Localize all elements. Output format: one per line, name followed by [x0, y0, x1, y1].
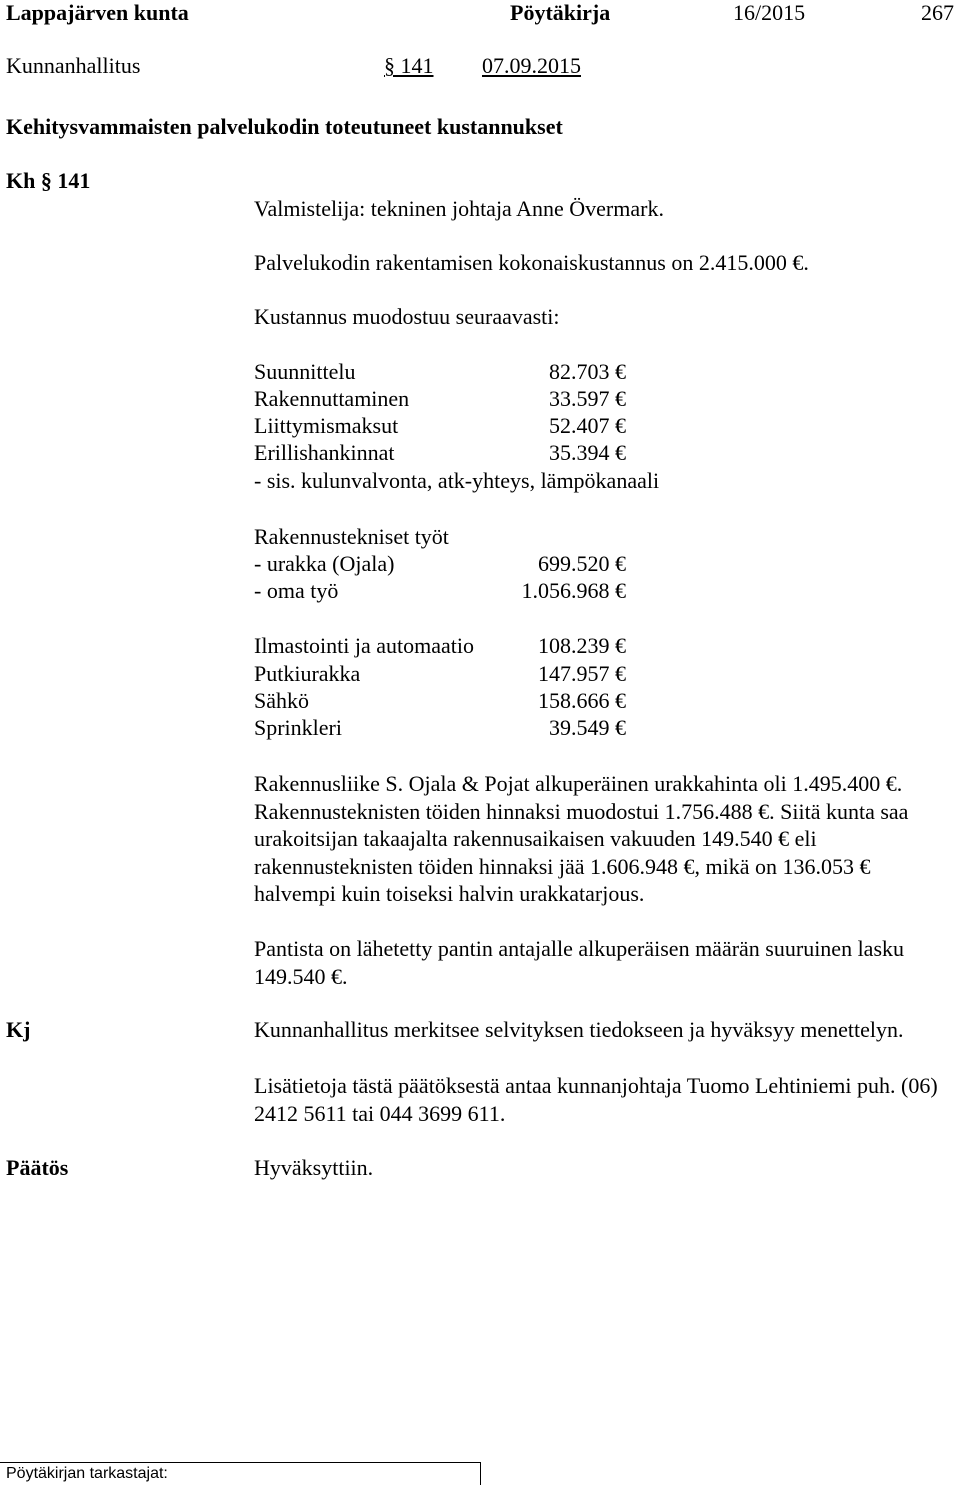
cost-amount: 1.056.968 €	[521, 578, 626, 603]
cost-group-title: Rakennustekniset työt	[254, 524, 449, 549]
cost-label: Erillishankinnat	[254, 440, 395, 465]
cost-label: Sprinkleri	[254, 715, 342, 740]
municipality-name: Lappajärven kunta	[6, 0, 189, 25]
document-type: Pöytäkirja	[510, 0, 611, 25]
cost-label: Rakennuttaminen	[254, 386, 410, 411]
cost-amount: 35.394 €	[549, 440, 626, 465]
cost-amount: 52.407 €	[549, 413, 626, 438]
section-number: § 141	[384, 53, 434, 78]
cost-amount: 158.666 €	[538, 688, 626, 713]
meeting-date: 07.09.2015	[482, 53, 581, 78]
cost-label: Liittymismaksut	[254, 413, 399, 438]
cost-amount: 147.957 €	[538, 661, 626, 686]
cost-note: - sis. kulunvalvonta, atk-yhteys, lämpökanaali	[254, 468, 660, 493]
cost-amount: 699.520 €	[538, 551, 626, 576]
cost-label: Putkiurakka	[254, 661, 361, 686]
pledge-paragraph: Pantista on lähetetty pantin antajalle alkuperäisen määrän suuruinen lasku 149.540 €.	[254, 936, 905, 989]
footer-label: Pöytäkirjan tarkastajat:	[6, 1465, 168, 1482]
document-number: 16/2015	[733, 0, 806, 25]
info-text: Lisätietoja tästä päätöksestä antaa kunnanjohtaja Tuomo Lehtiniemi puh. (06) 2412 5611 tai 044 3699 611.	[254, 1073, 938, 1126]
intro-total-cost: Palvelukodin rakentamisen kokonaiskustannus on 2.415.000 €.	[254, 250, 809, 275]
cost-label: - oma työ	[254, 578, 339, 603]
cost-amount: 108.239 €	[538, 633, 626, 658]
cost-amount: 82.703 €	[549, 359, 626, 384]
intro-breakdown: Kustannus muodostuu seuraavasti:	[254, 304, 560, 329]
cost-label: Sähkö	[254, 688, 309, 713]
cost-label: - urakka (Ojala)	[254, 551, 395, 576]
cost-amount: 33.597 €	[549, 386, 626, 411]
cost-label: Suunnittelu	[254, 359, 356, 384]
cost-label: Ilmastointi ja automaatio	[254, 633, 474, 658]
section-id: Kh § 141	[6, 168, 91, 193]
contract-paragraph: Rakennusliike S. Ojala & Pojat alkuperäinen urakkahinta oli 1.495.400 €. Rakennusteknisten töiden hinnaksi muodostui 1.756.488 €. Siitä kunta saa urakoitsijan takaajalta rakennusaikaisen vakuuden 149.540 € eli rakennusteknisten töiden hinnaksi jää 1.606.948 €, mikä on 136.053 € halvempi kuin toiseksi halvin urakkatarjous.	[254, 771, 909, 906]
cost-amount: 39.549 €	[549, 715, 626, 740]
proposal-label: Kj	[6, 1017, 31, 1042]
decision-text: Hyväksyttiin.	[254, 1155, 374, 1180]
preparer: Valmistelija: tekninen johtaja Anne Övermark.	[254, 196, 664, 221]
decision-label: Päätös	[6, 1155, 69, 1180]
governing-body: Kunnanhallitus	[6, 53, 141, 78]
proposal-text: Kunnanhallitus merkitsee selvityksen tiedokseen ja hyväksyy menettelyn.	[254, 1017, 904, 1042]
page-number: 267	[921, 0, 954, 25]
page-title: Kehitysvammaisten palvelukodin toteutuneet kustannukset	[6, 114, 563, 139]
